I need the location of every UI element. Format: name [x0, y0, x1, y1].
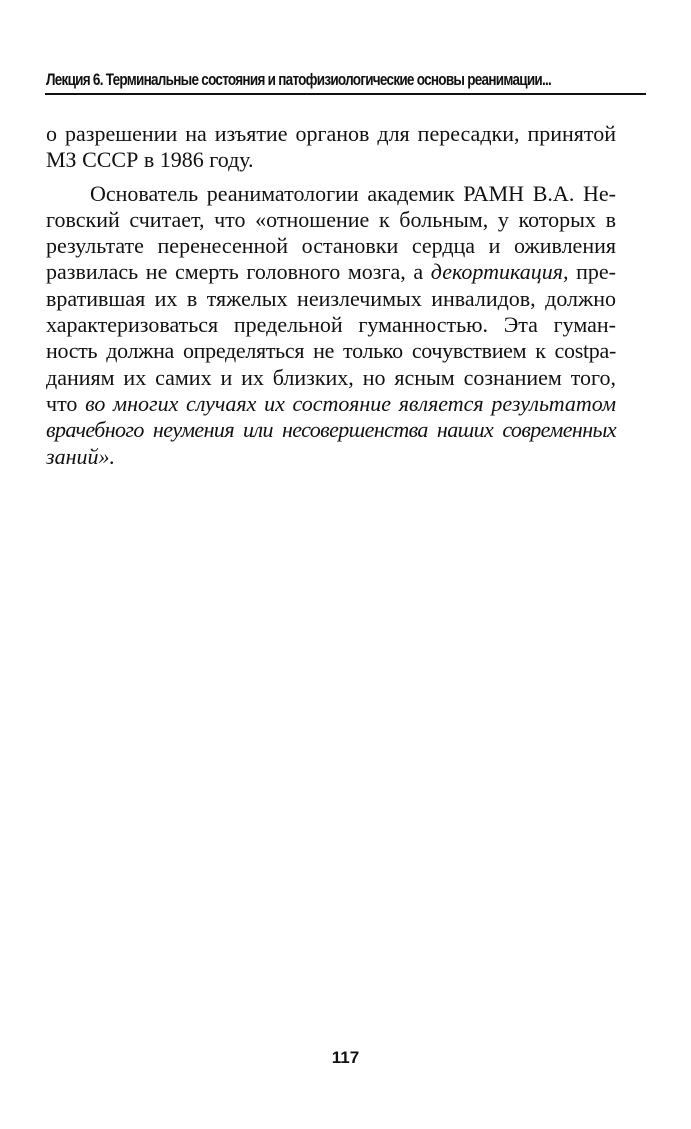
text-run: пре- [576, 259, 616, 285]
text-line [46, 444, 616, 470]
text-run: что [46, 390, 78, 416]
italic-quote: врачебного неумения или несовершенства наших современных [46, 417, 616, 443]
text-run: развилась не смерть головного мозга, а [46, 259, 424, 285]
text-line: характеризоваться предельной гуманностью. Эта гуман- [46, 312, 616, 338]
paragraph-2 [46, 181, 616, 470]
header-rule [45, 93, 646, 95]
text-line: даниям их самих и их близких, но ясным сознанием того, [46, 364, 616, 390]
text-line [46, 259, 616, 285]
text-line: говский считает, что «отношение к больным, у которых в [46, 206, 616, 232]
italic-quote: во многих случаях их состояние является результатом [85, 390, 616, 416]
text-line: результате перенесенной остановки сердца и оживления [46, 233, 616, 259]
text-line: вратившая их в тяжелых неизлечимых инвалидов, должно [46, 285, 616, 311]
running-head: Лекция 6. Терминальные состояния и патофизиологические основы реанимации... [46, 71, 552, 89]
text-line [46, 391, 616, 417]
paragraph-1 [46, 121, 616, 174]
text-line: МЗ СССР в 1986 году. [46, 147, 254, 173]
text-line: о разрешении на изъятие органов для пересадки, принятой [46, 121, 616, 146]
body-text [46, 121, 616, 477]
text-line [46, 417, 616, 443]
page-number: 117 [331, 1048, 360, 1067]
text-line: Основатель реаниматологии академик РАМН В.А. Не- [90, 180, 616, 206]
text-line: ность должна определяться не только сочувствием к сostра- [46, 338, 616, 364]
italic-term: декортикация, [430, 259, 569, 285]
italic-quote: заний». [46, 443, 115, 469]
